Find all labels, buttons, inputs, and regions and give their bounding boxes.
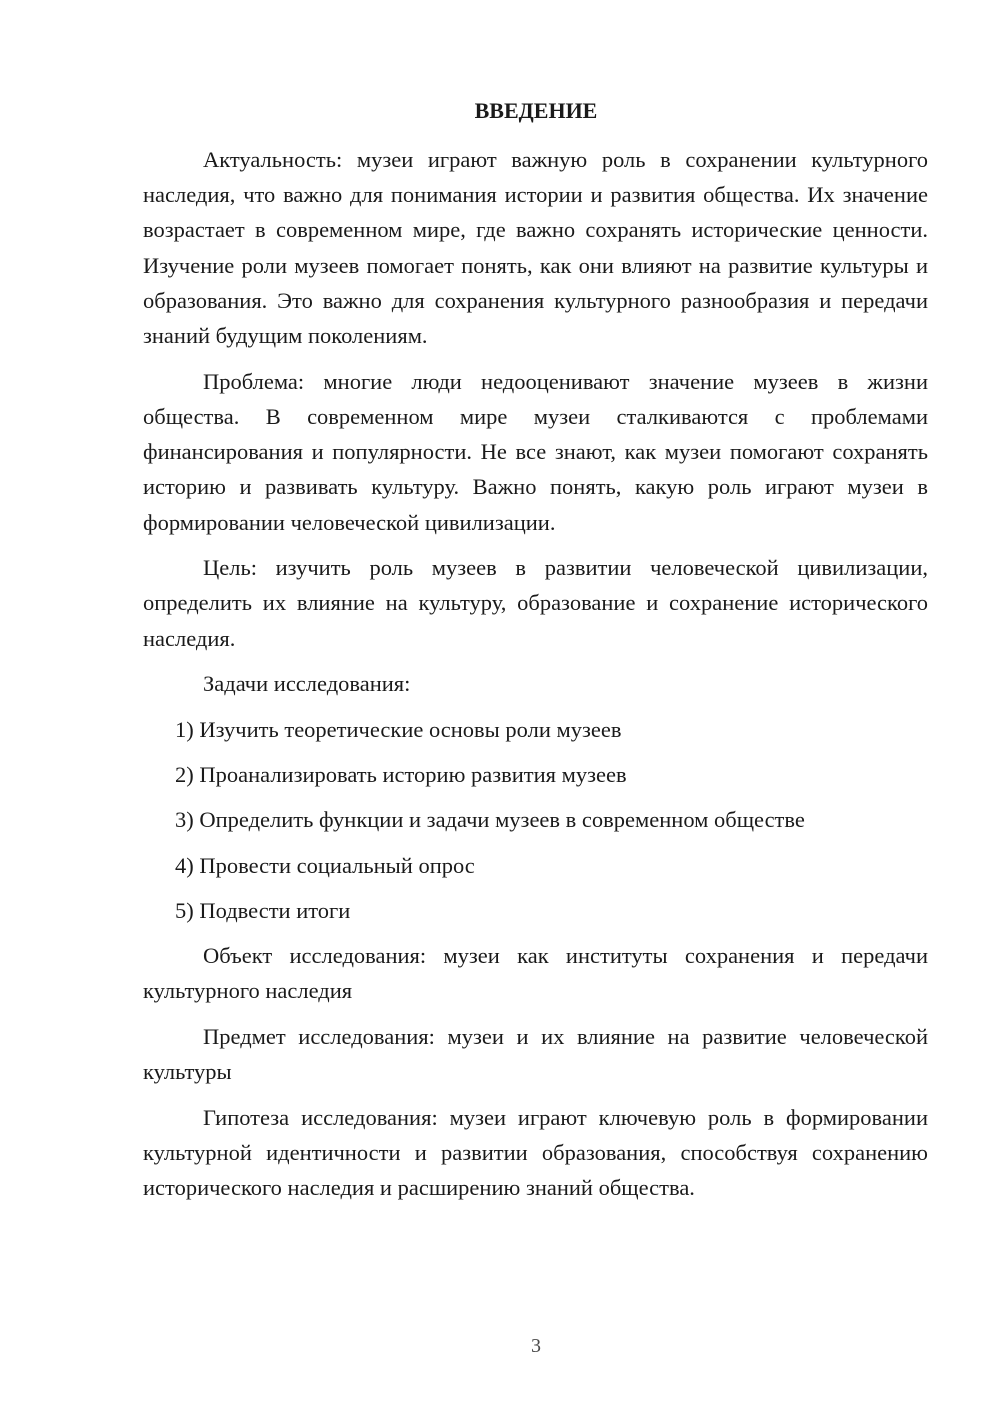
relevance-paragraph: Актуальность: музеи играют важную роль в сохранении культурного наследия, что важно для понимания истории и развития общества. Их значение возрастает в современном мире, где важно сохранять исторические ценности. Изучение роли музеев помогает понять, как они влияют на развитие культуры и образования. Это важно для сохранения культурного разнообразия и передачи знаний будущим поколениям.	[143, 147, 928, 349]
task-item-4: 4) Провести социальный опрос	[175, 852, 475, 878]
goal-paragraph: Цель: изучить роль музеев в развитии человеческой цивилизации, определить их влияние на культуру, образование и сохранение исторического наследия.	[143, 555, 928, 651]
tasks-list	[143, 712, 928, 928]
task-item-3: 3) Определить функции и задачи музеев в современном обществе	[175, 807, 805, 833]
task-item-1: 1) Изучить теоретические основы роли музеев	[175, 717, 622, 743]
tasks-heading: Задачи исследования:	[203, 671, 411, 697]
hypothesis-paragraph: Гипотеза исследования: музеи играют ключевую роль в формировании культурной идентичности и развитии образования, способствуя сохранению исторического наследия и расширению знаний общества.	[143, 1104, 928, 1201]
task-item-5: 5) Подвести итоги	[175, 897, 351, 923]
problem-paragraph: Проблема: многие люди недооценивают значение музеев в жизни общества. В современном мире музеи сталкиваются с проблемами финансирования и популярности. Не все знают, как музеи помогают сохранять историю и развивать культуру. Важно понять, какую роль играют музеи в формировании человеческой цивилизации.	[143, 368, 928, 535]
page-title: ВВЕДЕНИЕ	[474, 98, 598, 123]
subject-paragraph: Предмет исследования: музеи и их влияние на развитие человеческой культуры	[143, 1023, 928, 1085]
page-number: 3	[531, 1335, 541, 1357]
object-paragraph: Объект исследования: музеи как институты сохранения и передачи культурного наследия	[143, 943, 928, 1004]
task-item-2: 2) Проанализировать историю развития музеев	[175, 762, 627, 788]
document-body	[143, 142, 928, 1205]
